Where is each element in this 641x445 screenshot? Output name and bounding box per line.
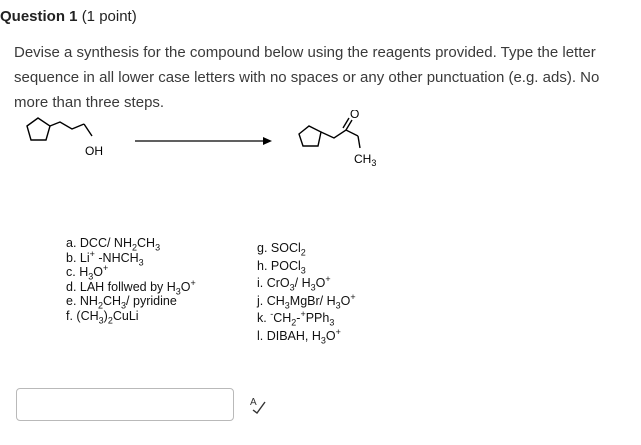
answer-input[interactable]: [16, 388, 234, 421]
question-points: (1 point): [81, 8, 137, 25]
svg-text:A: A: [250, 397, 257, 408]
reagent-k: k. $^-CH_2-^+PPh_3$: [257, 308, 335, 328]
question-prompt: Devise a synthesis for the compound below using the reagents provided. Type the letter sequence in all lower case letters with no spaces or any other punctuation (e.g. ads). No more than three steps.: [14, 44, 600, 111]
reagent-f: f. $(CH_3)_2CuLi$: [66, 308, 139, 325]
reagent-g: g. SOCl$_2$: [257, 241, 306, 258]
reactant-oh-label: OH: [85, 144, 103, 158]
question-header: [0, 8, 137, 25]
reaction-arrowhead: [263, 137, 272, 145]
product-structure: [299, 118, 360, 148]
reagent-a: a. DCC/ $NH_2CH_3$: [66, 236, 161, 253]
reagent-e: e. $NH_2CH_3/$ pyridine: [66, 294, 177, 311]
reagent-list-left: [66, 236, 196, 323]
reaction-scheme: [0, 110, 641, 180]
product-oxygen-label: O: [350, 110, 360, 121]
reagent-b: b. Li+ $-NHCH_3$: [66, 248, 144, 267]
spellcheck-icon[interactable]: [248, 395, 268, 415]
reactant-structure: [27, 118, 92, 140]
product-ch3-label: $CH_3$: [354, 152, 377, 168]
reagent-d: d. LAH follwed by $H_3O^+$: [66, 277, 196, 296]
reagent-h: h. POCl$_3$: [257, 258, 306, 275]
reagent-c: c. $H_3O^+$: [66, 262, 109, 282]
reagent-l: l. DIBAH, $H_3O^+$: [257, 326, 341, 345]
reagent-list-right: [257, 240, 356, 345]
reagent-i: i. CrO$_3$/ $H_3O^+$: [257, 273, 331, 293]
reagent-j: j. $CH_3MgBr/$ $H_3O^+$: [257, 291, 356, 310]
question-title: Question 1: [0, 8, 78, 25]
